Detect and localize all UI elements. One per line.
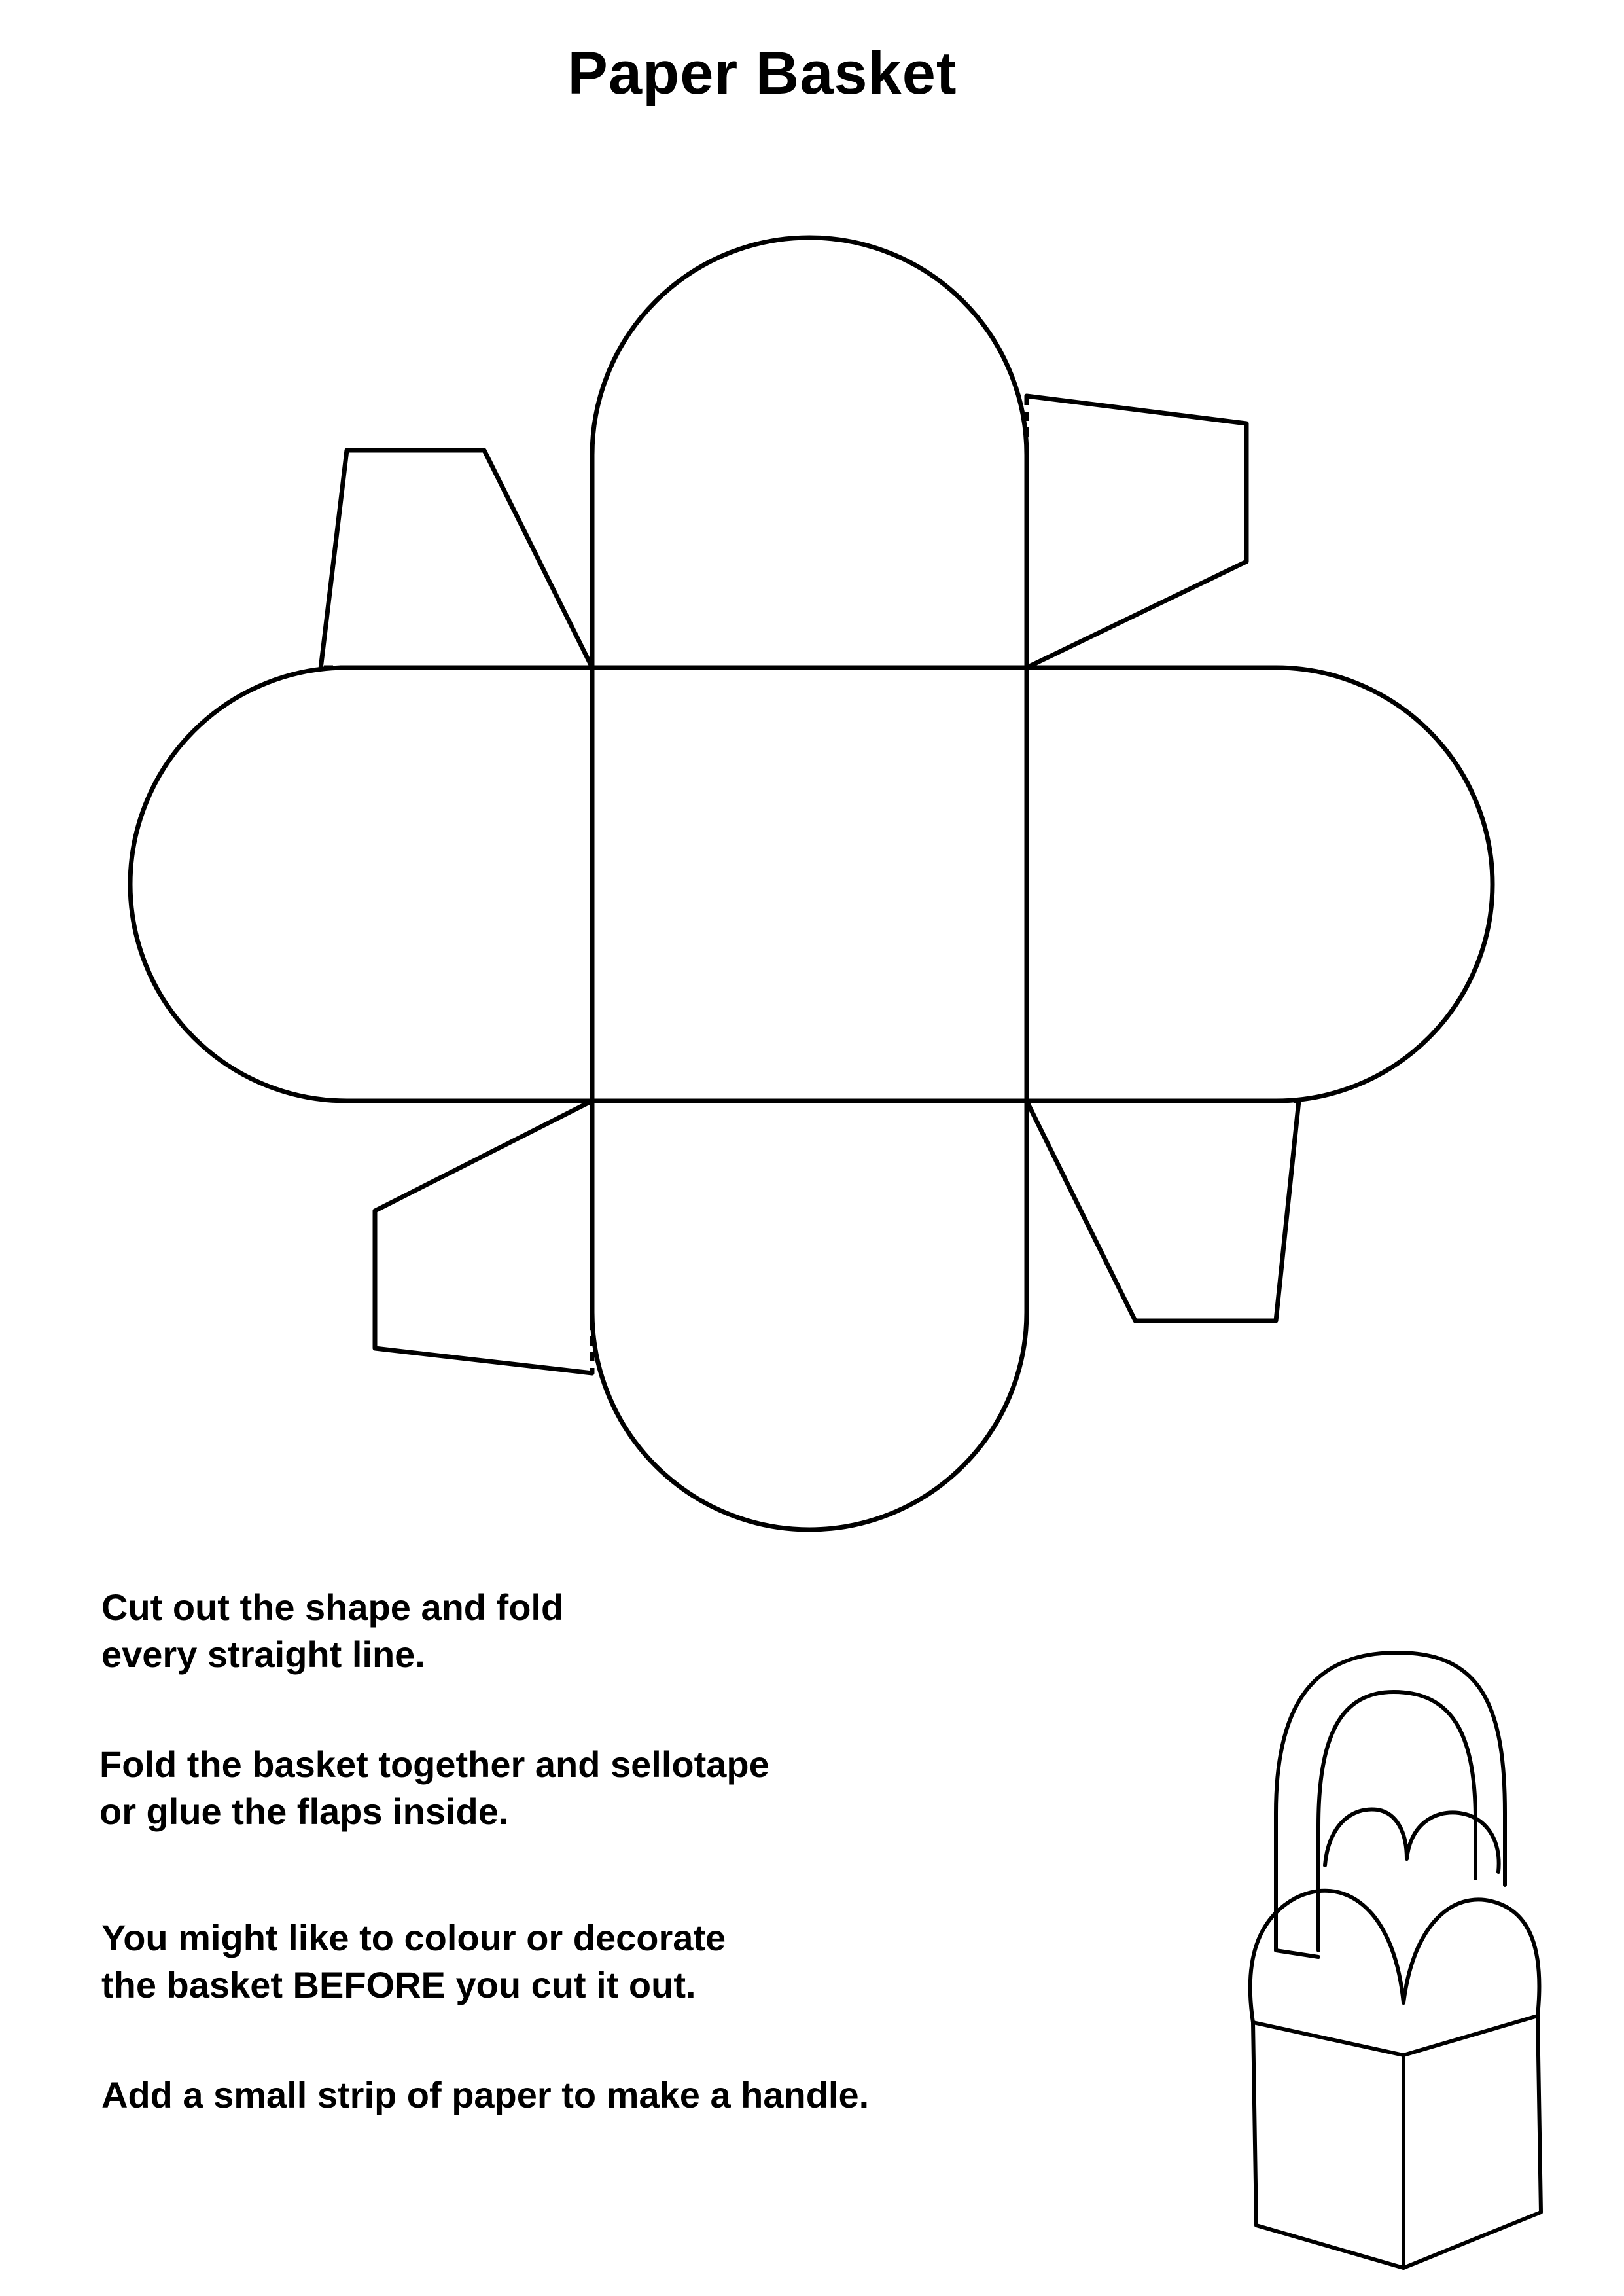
flap-bottom-left bbox=[375, 1101, 592, 1373]
top-panel-outline bbox=[592, 238, 1027, 668]
basket-front-flap-left bbox=[1250, 1891, 1403, 2022]
basket-body-left-side bbox=[1253, 2022, 1403, 2268]
right-panel-outline bbox=[1027, 668, 1492, 1101]
basket-rim-left bbox=[1253, 2022, 1403, 2055]
finished-basket-illustration bbox=[1230, 1649, 1570, 2271]
basket-front-flap-right bbox=[1403, 1899, 1539, 2016]
flap-top-left bbox=[321, 450, 592, 669]
instruction-handle: Add a small strip of paper to make a handle. bbox=[101, 2074, 870, 2115]
basket-back-flap-left bbox=[1325, 1809, 1407, 1865]
basket-body-right-side bbox=[1403, 2016, 1541, 2268]
instruction-fold: Fold the basket together and sellotape or glue the flaps inside. bbox=[99, 1744, 769, 1832]
basket-handle-outer bbox=[1276, 1653, 1505, 1950]
base-square bbox=[592, 668, 1027, 1101]
page-title: Paper Basket bbox=[567, 40, 957, 107]
flap-top-right bbox=[1027, 396, 1246, 668]
left-panel-outline bbox=[130, 668, 592, 1101]
basket-rim-right bbox=[1403, 2016, 1538, 2055]
basket-handle-end bbox=[1276, 1950, 1318, 1957]
bottom-panel-outline bbox=[592, 1101, 1027, 1530]
flap-bottom-right bbox=[1027, 1101, 1299, 1321]
instruction-cut: Cut out the shape and fold every straight line. bbox=[101, 1587, 564, 1675]
basket-back-flap-right bbox=[1407, 1812, 1499, 1872]
instruction-decorate: You might like to colour or decorate the basket BEFORE you cut it out. bbox=[101, 1917, 726, 2005]
